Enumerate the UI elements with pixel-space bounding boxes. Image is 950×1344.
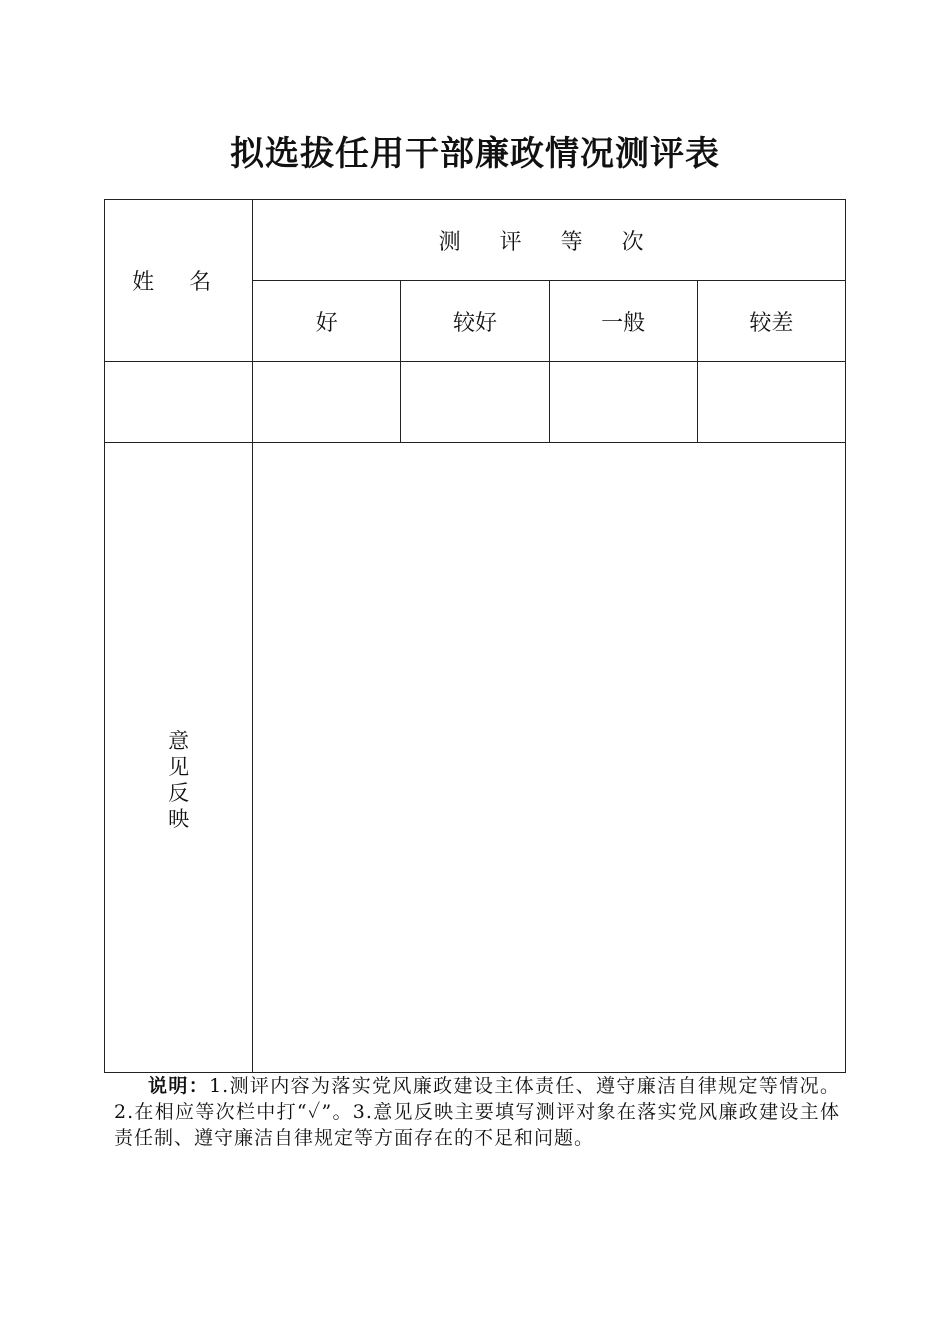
- good-mark-cell[interactable]: [253, 362, 401, 443]
- note-label: 说明：: [148, 1075, 210, 1097]
- grade-fairly-good-cell: [401, 281, 549, 362]
- average-mark-cell[interactable]: [549, 362, 697, 443]
- opinion-input-cell[interactable]: [253, 443, 846, 1073]
- note-paragraph: [114, 1073, 840, 1151]
- grade-good-cell: [253, 281, 401, 362]
- grade-poor-label: 较差: [749, 310, 794, 336]
- grade-poor-cell: [697, 281, 845, 362]
- page-title: 拟选拔任用干部廉政情况测评表: [230, 134, 720, 174]
- grade-header: 测 评 等 次: [438, 229, 660, 255]
- grade-fairly-good-label: 较好: [452, 310, 497, 336]
- grade-average-label: 一般: [601, 310, 646, 336]
- name-header-cell: [105, 200, 253, 362]
- grade-average-cell: [549, 281, 697, 362]
- name-label: 姓 名: [132, 270, 226, 295]
- note-text: 1.测评内容为落实党风廉政建设主体责任、遵守廉洁自律规定等情况。2.在相应等次栏中打“✓”。3.意见反映主要填写测评对象在落实党风廉政建设主体责任制、遵守廉洁自律规定等方面存在的不足和问题。: [114, 1075, 840, 1149]
- fairly-good-mark-cell[interactable]: [401, 362, 549, 443]
- grade-header-cell: [253, 200, 846, 281]
- name-input-cell[interactable]: [105, 362, 253, 443]
- opinion-label: 意见反映: [168, 728, 190, 831]
- evaluation-table: [104, 199, 846, 1073]
- poor-mark-cell[interactable]: [697, 362, 845, 443]
- opinion-label-cell: [105, 443, 253, 1073]
- grade-good-label: 好: [315, 310, 338, 336]
